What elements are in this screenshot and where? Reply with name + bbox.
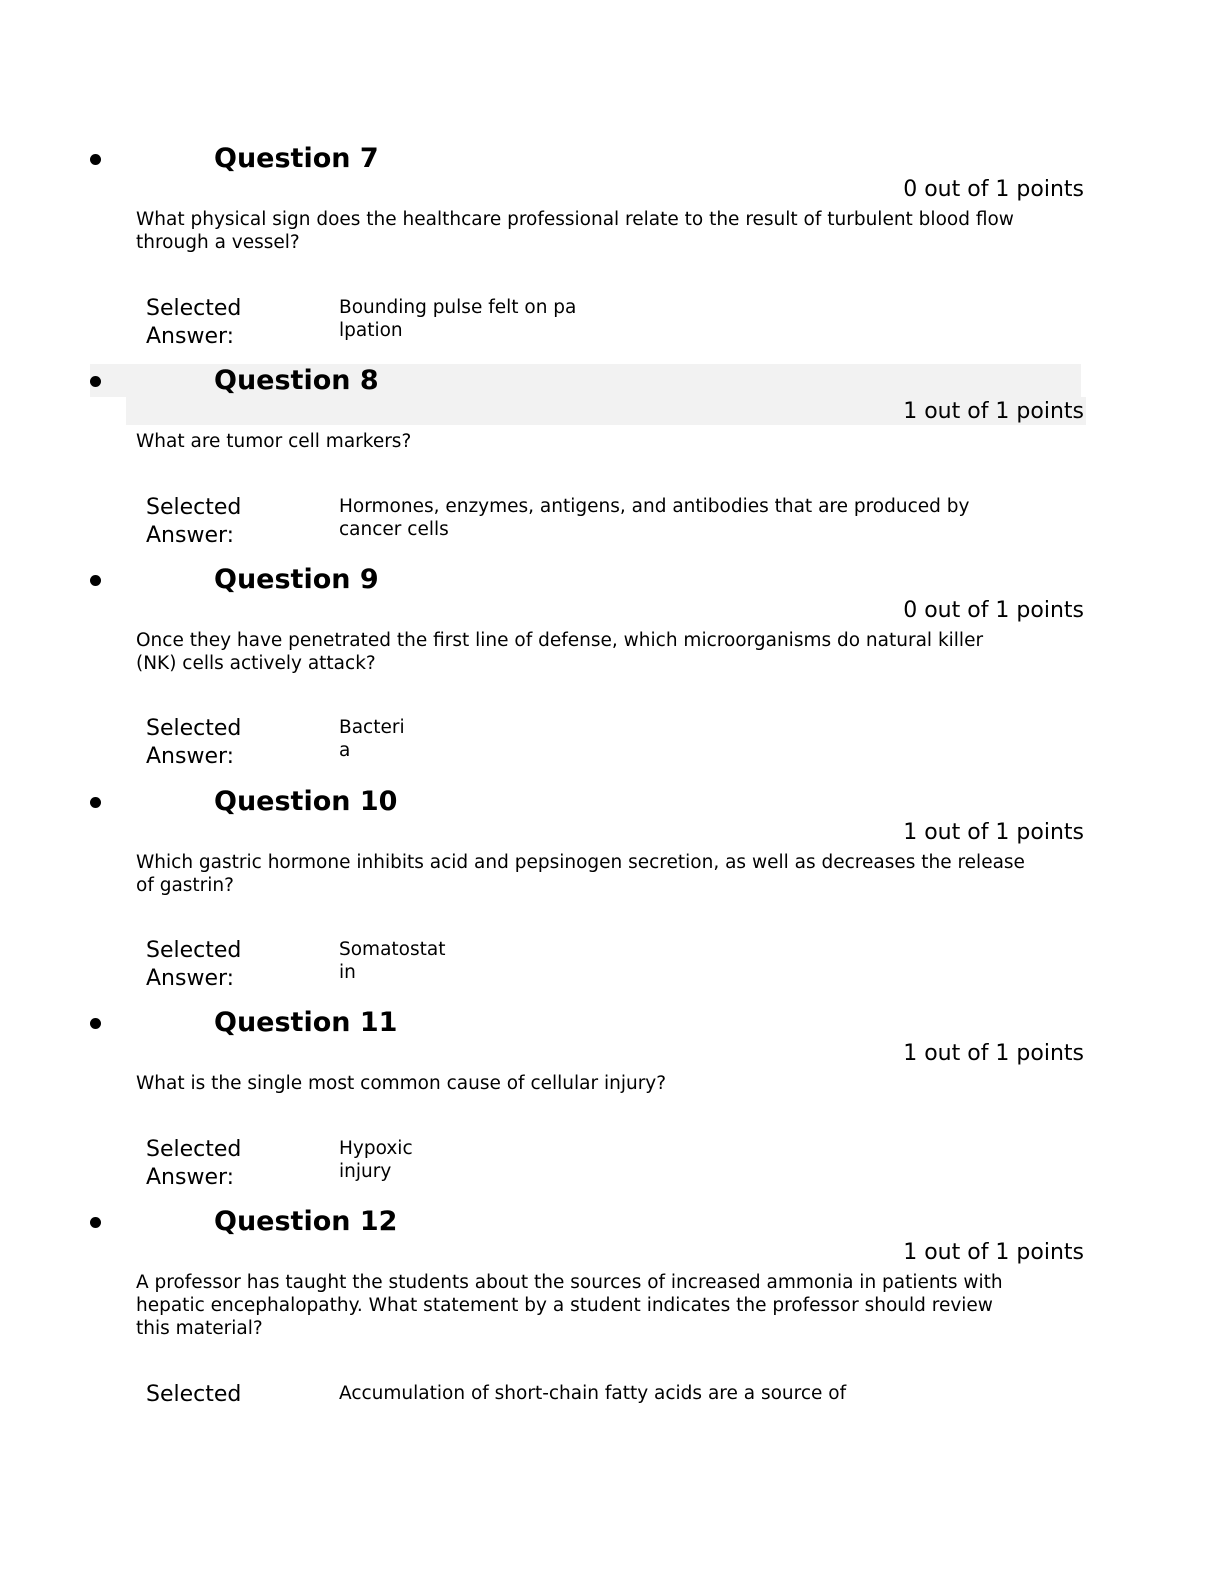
bullet-icon (90, 1018, 101, 1029)
selected-answer-value: Hypoxic injury (339, 1138, 413, 1182)
selected-answer-label: Selected Answer: (146, 495, 242, 548)
question-title: Question 10 (214, 786, 398, 817)
question-text: Which gastric hormone inhibits acid and pepsinogen secretion, as well as decreases the release of gastrin? (136, 852, 1025, 896)
points-score: 1 out of 1 points (903, 399, 1084, 424)
question-text: A professor has taught the students about the sources of increased ammonia in patients with hepatic encephalopathy. What statement by a student indicates the professor should review this material? (136, 1272, 1003, 1339)
selected-answer-value: Somatostatin (339, 939, 446, 983)
question-title: Question 11 (214, 1007, 398, 1038)
question-text: What are tumor cell markers? (136, 431, 412, 452)
question-title: Question 8 (214, 365, 379, 396)
selected-answer-label: Selected Answer: (146, 1137, 242, 1190)
question-title: Question 7 (214, 143, 379, 174)
question-title: Question 12 (214, 1206, 398, 1237)
question-title: Question 9 (214, 564, 379, 595)
selected-answer-value: Bacteria (339, 717, 405, 761)
selected-answer-value: Accumulation of short-chain fatty acids are a source of (339, 1383, 847, 1404)
bullet-icon (90, 154, 101, 165)
points-score: 1 out of 1 points (903, 1240, 1084, 1265)
points-score: 1 out of 1 points (903, 820, 1084, 845)
bullet-icon (90, 797, 101, 808)
selected-answer-value: Bounding pulse felt on palpation (339, 297, 577, 341)
bullet-icon (90, 376, 101, 387)
selected-answer-value: Hormones, enzymes, antigens, and antibodies that are produced by cancer cells (339, 496, 970, 540)
bullet-icon (90, 1217, 101, 1228)
selected-answer-label: Selected Answer: (146, 938, 242, 991)
points-score: 1 out of 1 points (903, 1041, 1084, 1066)
selected-answer-label: Selected (146, 1382, 242, 1407)
selected-answer-label: Selected Answer: (146, 716, 242, 769)
bullet-icon (90, 575, 101, 586)
selected-answer-label: Selected Answer: (146, 296, 242, 349)
points-score: 0 out of 1 points (903, 177, 1084, 202)
question-text: Once they have penetrated the first line of defense, which microorganisms do natural killer (NK) cells actively attack? (136, 630, 984, 674)
question-text: What is the single most common cause of cellular injury? (136, 1073, 667, 1094)
points-score: 0 out of 1 points (903, 598, 1084, 623)
question-text: What physical sign does the healthcare professional relate to the result of turbulent blood flow through a vessel? (136, 209, 1014, 253)
